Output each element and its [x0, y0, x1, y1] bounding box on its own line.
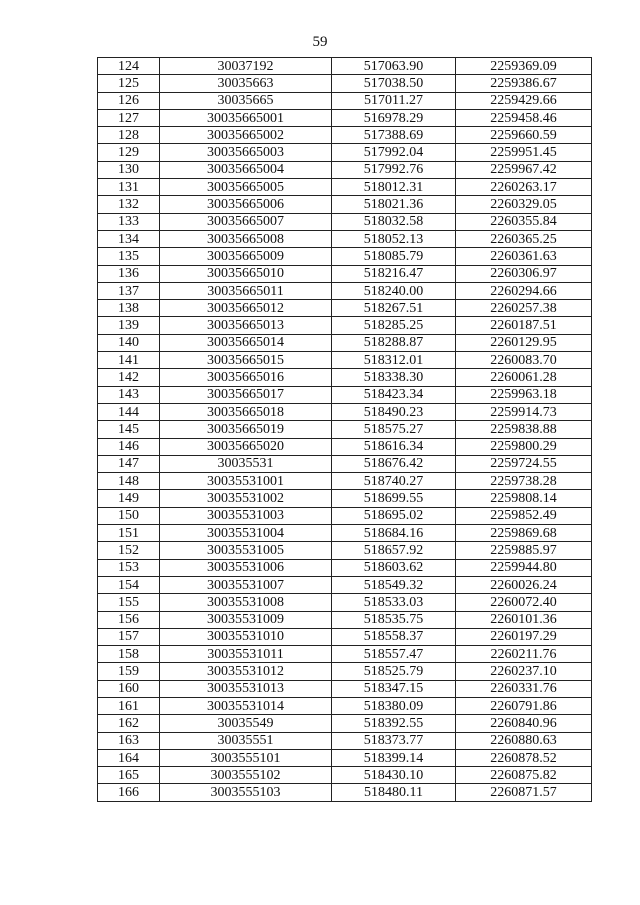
table-row [98, 421, 592, 438]
y-coordinate-cell: 2260237.10 [456, 663, 592, 680]
y-coordinate-cell: 2259724.55 [456, 455, 592, 472]
row-index-cell: 154 [98, 576, 160, 593]
row-index-cell: 140 [98, 334, 160, 351]
y-coordinate-cell: 2259808.14 [456, 490, 592, 507]
y-coordinate-cell: 2259951.45 [456, 144, 592, 161]
x-coordinate-cell: 518480.11 [332, 784, 456, 801]
point-id-cell: 30035665005 [160, 179, 332, 196]
table-row [98, 230, 592, 247]
point-id-cell: 30035531001 [160, 473, 332, 490]
row-index-cell: 161 [98, 697, 160, 714]
y-coordinate-cell: 2260791.86 [456, 697, 592, 714]
x-coordinate-cell: 518267.51 [332, 300, 456, 317]
y-coordinate-cell: 2259800.29 [456, 438, 592, 455]
point-id-cell: 30035531014 [160, 697, 332, 714]
x-coordinate-cell: 518338.30 [332, 369, 456, 386]
point-id-cell: 30035531010 [160, 628, 332, 645]
x-coordinate-cell: 518288.87 [332, 334, 456, 351]
row-index-cell: 143 [98, 386, 160, 403]
table-row [98, 161, 592, 178]
point-id-cell: 30035531002 [160, 490, 332, 507]
point-id-cell: 30035531005 [160, 542, 332, 559]
y-coordinate-cell: 2259386.67 [456, 75, 592, 92]
point-id-cell: 30035665018 [160, 403, 332, 420]
point-id-cell: 30035665001 [160, 109, 332, 126]
row-index-cell: 155 [98, 594, 160, 611]
y-coordinate-cell: 2260072.40 [456, 594, 592, 611]
x-coordinate-cell: 517388.69 [332, 127, 456, 144]
row-index-cell: 133 [98, 213, 160, 230]
table-row [98, 749, 592, 766]
y-coordinate-cell: 2260365.25 [456, 230, 592, 247]
row-index-cell: 129 [98, 144, 160, 161]
point-id-cell: 30035665015 [160, 352, 332, 369]
x-coordinate-cell: 516978.29 [332, 109, 456, 126]
point-id-cell: 3003555103 [160, 784, 332, 801]
row-index-cell: 156 [98, 611, 160, 628]
point-id-cell: 30035665010 [160, 265, 332, 282]
table-row [98, 767, 592, 784]
y-coordinate-cell: 2259369.09 [456, 58, 592, 75]
row-index-cell: 135 [98, 248, 160, 265]
coordinates-table [97, 57, 592, 802]
table-row [98, 455, 592, 472]
point-id-cell: 30035531004 [160, 525, 332, 542]
table-row [98, 525, 592, 542]
row-index-cell: 164 [98, 749, 160, 766]
x-coordinate-cell: 518575.27 [332, 421, 456, 438]
x-coordinate-cell: 518423.34 [332, 386, 456, 403]
y-coordinate-cell: 2260306.97 [456, 265, 592, 282]
point-id-cell: 30035531013 [160, 680, 332, 697]
x-coordinate-cell: 518430.10 [332, 767, 456, 784]
table-row [98, 369, 592, 386]
table-row [98, 732, 592, 749]
row-index-cell: 150 [98, 507, 160, 524]
table-row [98, 576, 592, 593]
x-coordinate-cell: 518533.03 [332, 594, 456, 611]
point-id-cell: 30035665002 [160, 127, 332, 144]
x-coordinate-cell: 517011.27 [332, 92, 456, 109]
point-id-cell: 30037192 [160, 58, 332, 75]
point-id-cell: 3003555102 [160, 767, 332, 784]
table-row [98, 58, 592, 75]
row-index-cell: 149 [98, 490, 160, 507]
row-index-cell: 159 [98, 663, 160, 680]
point-id-cell: 30035531009 [160, 611, 332, 628]
row-index-cell: 162 [98, 715, 160, 732]
x-coordinate-cell: 518052.13 [332, 230, 456, 247]
x-coordinate-cell: 518392.55 [332, 715, 456, 732]
coordinates-table-body [98, 58, 592, 802]
y-coordinate-cell: 2260871.57 [456, 784, 592, 801]
x-coordinate-cell: 518603.62 [332, 559, 456, 576]
point-id-cell: 30035665004 [160, 161, 332, 178]
x-coordinate-cell: 518012.31 [332, 179, 456, 196]
row-index-cell: 138 [98, 300, 160, 317]
x-coordinate-cell: 518240.00 [332, 282, 456, 299]
table-row [98, 784, 592, 801]
x-coordinate-cell: 518525.79 [332, 663, 456, 680]
row-index-cell: 128 [98, 127, 160, 144]
table-row [98, 594, 592, 611]
point-id-cell: 3003555101 [160, 749, 332, 766]
table-row [98, 438, 592, 455]
point-id-cell: 30035549 [160, 715, 332, 732]
table-row [98, 196, 592, 213]
row-index-cell: 130 [98, 161, 160, 178]
y-coordinate-cell: 2260331.76 [456, 680, 592, 697]
point-id-cell: 30035531003 [160, 507, 332, 524]
row-index-cell: 152 [98, 542, 160, 559]
table-row [98, 317, 592, 334]
y-coordinate-cell: 2260880.63 [456, 732, 592, 749]
y-coordinate-cell: 2259660.59 [456, 127, 592, 144]
y-coordinate-cell: 2260129.95 [456, 334, 592, 351]
y-coordinate-cell: 2259944.80 [456, 559, 592, 576]
y-coordinate-cell: 2259914.73 [456, 403, 592, 420]
point-id-cell: 30035665020 [160, 438, 332, 455]
y-coordinate-cell: 2260355.84 [456, 213, 592, 230]
row-index-cell: 146 [98, 438, 160, 455]
y-coordinate-cell: 2259838.88 [456, 421, 592, 438]
y-coordinate-cell: 2260878.52 [456, 749, 592, 766]
y-coordinate-cell: 2260361.63 [456, 248, 592, 265]
x-coordinate-cell: 518085.79 [332, 248, 456, 265]
y-coordinate-cell: 2260187.51 [456, 317, 592, 334]
table-row [98, 75, 592, 92]
table-row [98, 403, 592, 420]
x-coordinate-cell: 518373.77 [332, 732, 456, 749]
row-index-cell: 165 [98, 767, 160, 784]
x-coordinate-cell: 518740.27 [332, 473, 456, 490]
row-index-cell: 153 [98, 559, 160, 576]
row-index-cell: 141 [98, 352, 160, 369]
y-coordinate-cell: 2260329.05 [456, 196, 592, 213]
x-coordinate-cell: 518285.25 [332, 317, 456, 334]
x-coordinate-cell: 518558.37 [332, 628, 456, 645]
table-row [98, 559, 592, 576]
point-id-cell: 30035531 [160, 455, 332, 472]
row-index-cell: 124 [98, 58, 160, 75]
y-coordinate-cell: 2259967.42 [456, 161, 592, 178]
x-coordinate-cell: 518535.75 [332, 611, 456, 628]
point-id-cell: 30035665014 [160, 334, 332, 351]
point-id-cell: 30035665012 [160, 300, 332, 317]
y-coordinate-cell: 2259738.28 [456, 473, 592, 490]
table-row [98, 92, 592, 109]
y-coordinate-cell: 2260263.17 [456, 179, 592, 196]
point-id-cell: 30035665008 [160, 230, 332, 247]
x-coordinate-cell: 518549.32 [332, 576, 456, 593]
row-index-cell: 151 [98, 525, 160, 542]
row-index-cell: 166 [98, 784, 160, 801]
row-index-cell: 132 [98, 196, 160, 213]
row-index-cell: 160 [98, 680, 160, 697]
y-coordinate-cell: 2259885.97 [456, 542, 592, 559]
point-id-cell: 30035665019 [160, 421, 332, 438]
table-row [98, 213, 592, 230]
row-index-cell: 163 [98, 732, 160, 749]
point-id-cell: 30035551 [160, 732, 332, 749]
x-coordinate-cell: 518616.34 [332, 438, 456, 455]
point-id-cell: 30035665007 [160, 213, 332, 230]
table-row [98, 265, 592, 282]
y-coordinate-cell: 2260257.38 [456, 300, 592, 317]
row-index-cell: 136 [98, 265, 160, 282]
point-id-cell: 30035531012 [160, 663, 332, 680]
x-coordinate-cell: 517992.76 [332, 161, 456, 178]
x-coordinate-cell: 517992.04 [332, 144, 456, 161]
point-id-cell: 30035665003 [160, 144, 332, 161]
x-coordinate-cell: 518216.47 [332, 265, 456, 282]
table-row [98, 144, 592, 161]
x-coordinate-cell: 517063.90 [332, 58, 456, 75]
table-row [98, 663, 592, 680]
row-index-cell: 126 [98, 92, 160, 109]
point-id-cell: 30035531008 [160, 594, 332, 611]
y-coordinate-cell: 2260875.82 [456, 767, 592, 784]
point-id-cell: 30035531011 [160, 646, 332, 663]
row-index-cell: 147 [98, 455, 160, 472]
y-coordinate-cell: 2260083.70 [456, 352, 592, 369]
table-row [98, 352, 592, 369]
table-row [98, 680, 592, 697]
row-index-cell: 127 [98, 109, 160, 126]
table-row [98, 611, 592, 628]
table-row [98, 542, 592, 559]
x-coordinate-cell: 518312.01 [332, 352, 456, 369]
x-coordinate-cell: 518399.14 [332, 749, 456, 766]
point-id-cell: 30035531007 [160, 576, 332, 593]
row-index-cell: 134 [98, 230, 160, 247]
x-coordinate-cell: 517038.50 [332, 75, 456, 92]
table-row [98, 490, 592, 507]
y-coordinate-cell: 2259852.49 [456, 507, 592, 524]
row-index-cell: 131 [98, 179, 160, 196]
point-id-cell: 30035665011 [160, 282, 332, 299]
table-row [98, 628, 592, 645]
point-id-cell: 30035531006 [160, 559, 332, 576]
y-coordinate-cell: 2260294.66 [456, 282, 592, 299]
row-index-cell: 125 [98, 75, 160, 92]
table-row [98, 646, 592, 663]
y-coordinate-cell: 2259458.46 [456, 109, 592, 126]
table-row [98, 179, 592, 196]
x-coordinate-cell: 518021.36 [332, 196, 456, 213]
x-coordinate-cell: 518676.42 [332, 455, 456, 472]
table-row [98, 715, 592, 732]
x-coordinate-cell: 518699.55 [332, 490, 456, 507]
y-coordinate-cell: 2260840.96 [456, 715, 592, 732]
y-coordinate-cell: 2259869.68 [456, 525, 592, 542]
table-row [98, 300, 592, 317]
y-coordinate-cell: 2259429.66 [456, 92, 592, 109]
y-coordinate-cell: 2260026.24 [456, 576, 592, 593]
point-id-cell: 30035665 [160, 92, 332, 109]
x-coordinate-cell: 518684.16 [332, 525, 456, 542]
x-coordinate-cell: 518657.92 [332, 542, 456, 559]
point-id-cell: 30035663 [160, 75, 332, 92]
point-id-cell: 30035665006 [160, 196, 332, 213]
x-coordinate-cell: 518347.15 [332, 680, 456, 697]
x-coordinate-cell: 518380.09 [332, 697, 456, 714]
row-index-cell: 158 [98, 646, 160, 663]
row-index-cell: 142 [98, 369, 160, 386]
x-coordinate-cell: 518490.23 [332, 403, 456, 420]
x-coordinate-cell: 518695.02 [332, 507, 456, 524]
table-row [98, 334, 592, 351]
row-index-cell: 157 [98, 628, 160, 645]
table-row [98, 109, 592, 126]
table-row [98, 386, 592, 403]
row-index-cell: 139 [98, 317, 160, 334]
row-index-cell: 137 [98, 282, 160, 299]
table-row [98, 127, 592, 144]
point-id-cell: 30035665016 [160, 369, 332, 386]
point-id-cell: 30035665013 [160, 317, 332, 334]
y-coordinate-cell: 2259963.18 [456, 386, 592, 403]
x-coordinate-cell: 518032.58 [332, 213, 456, 230]
table-row [98, 697, 592, 714]
row-index-cell: 145 [98, 421, 160, 438]
point-id-cell: 30035665009 [160, 248, 332, 265]
table-row [98, 282, 592, 299]
point-id-cell: 30035665017 [160, 386, 332, 403]
table-row [98, 248, 592, 265]
x-coordinate-cell: 518557.47 [332, 646, 456, 663]
table-row [98, 473, 592, 490]
y-coordinate-cell: 2260211.76 [456, 646, 592, 663]
y-coordinate-cell: 2260061.28 [456, 369, 592, 386]
row-index-cell: 144 [98, 403, 160, 420]
y-coordinate-cell: 2260197.29 [456, 628, 592, 645]
page-number: 59 [312, 34, 328, 50]
row-index-cell: 148 [98, 473, 160, 490]
y-coordinate-cell: 2260101.36 [456, 611, 592, 628]
table-row [98, 507, 592, 524]
